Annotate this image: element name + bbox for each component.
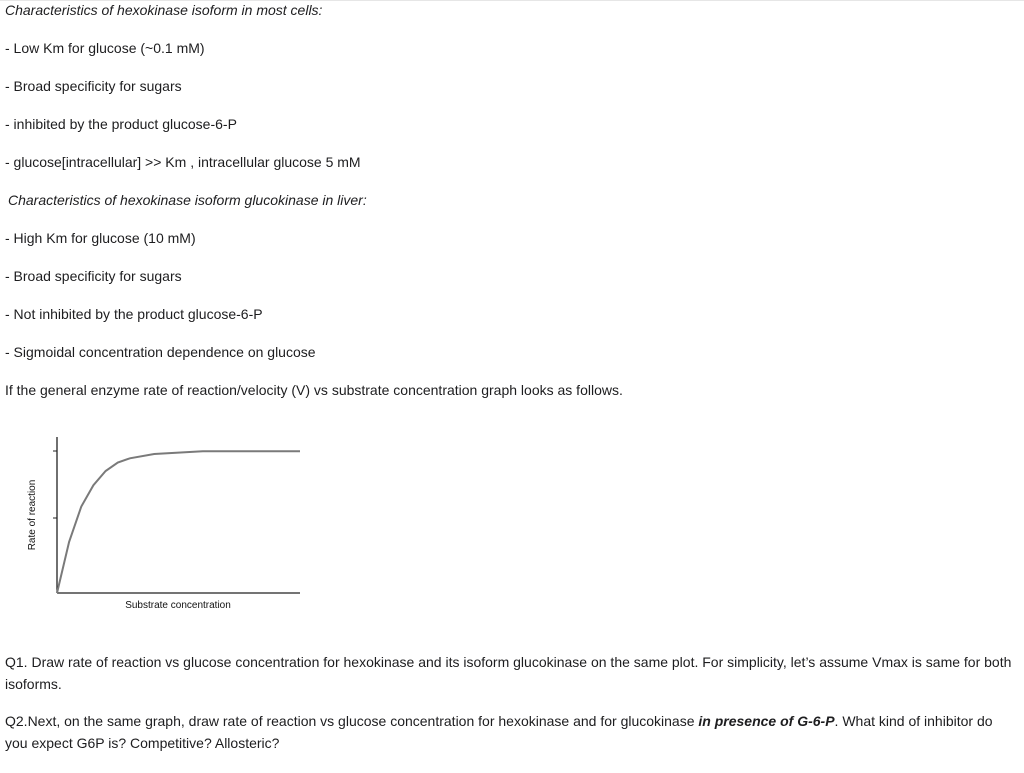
x-axis-label: Substrate concentration [125, 600, 231, 611]
glucokinase-item-2: - Broad specificity for sugars [5, 268, 182, 284]
hexokinase-item-1: - Low Km for glucose (~0.1 mM) [5, 40, 205, 56]
rate-chart-svg [20, 430, 310, 615]
glucokinase-item-3: - Not inhibited by the product glucose-6-P [5, 306, 263, 322]
rate-chart [20, 430, 310, 620]
hexokinase-item-4: - glucose[intracellular] >> Km , intracellular glucose 5 mM [5, 154, 361, 170]
glucokinase-item-4: - Sigmoidal concentration dependence on glucose [5, 344, 316, 360]
question-2-emphasis: in presence of G-6-P [698, 713, 835, 729]
question-1: Q1. Draw rate of reaction vs glucose concentration for hexokinase and its isoform glucokinase on the same plot. For simplicity, let’s assume Vmax is same for both isoforms. [5, 654, 1012, 692]
intro-text: If the general enzyme rate of reaction/velocity (V) vs substrate concentration graph looks as follows. [5, 382, 623, 398]
question-2 [5, 710, 1017, 754]
hexokinase-heading: Characteristics of hexokinase isoform in most cells: [5, 2, 323, 18]
question-2-end: . What kind of inhibitor do you expect G6P is? Competitive? Allosteric? [5, 713, 993, 751]
glucokinase-item-1: - High Km for glucose (10 mM) [5, 230, 196, 246]
rate-curve [57, 451, 300, 593]
hexokinase-item-2: - Broad specificity for sugars [5, 78, 182, 94]
hexokinase-item-3: - inhibited by the product glucose-6-P [5, 116, 237, 132]
question-2-text: Q2.Next, on the same graph, draw rate of reaction vs glucose concentration for hexokinase and for glucokinase [5, 713, 699, 729]
glucokinase-heading: Characteristics of hexokinase isoform glucokinase in liver: [8, 192, 367, 208]
y-axis-label: Rate of reaction [27, 479, 38, 551]
